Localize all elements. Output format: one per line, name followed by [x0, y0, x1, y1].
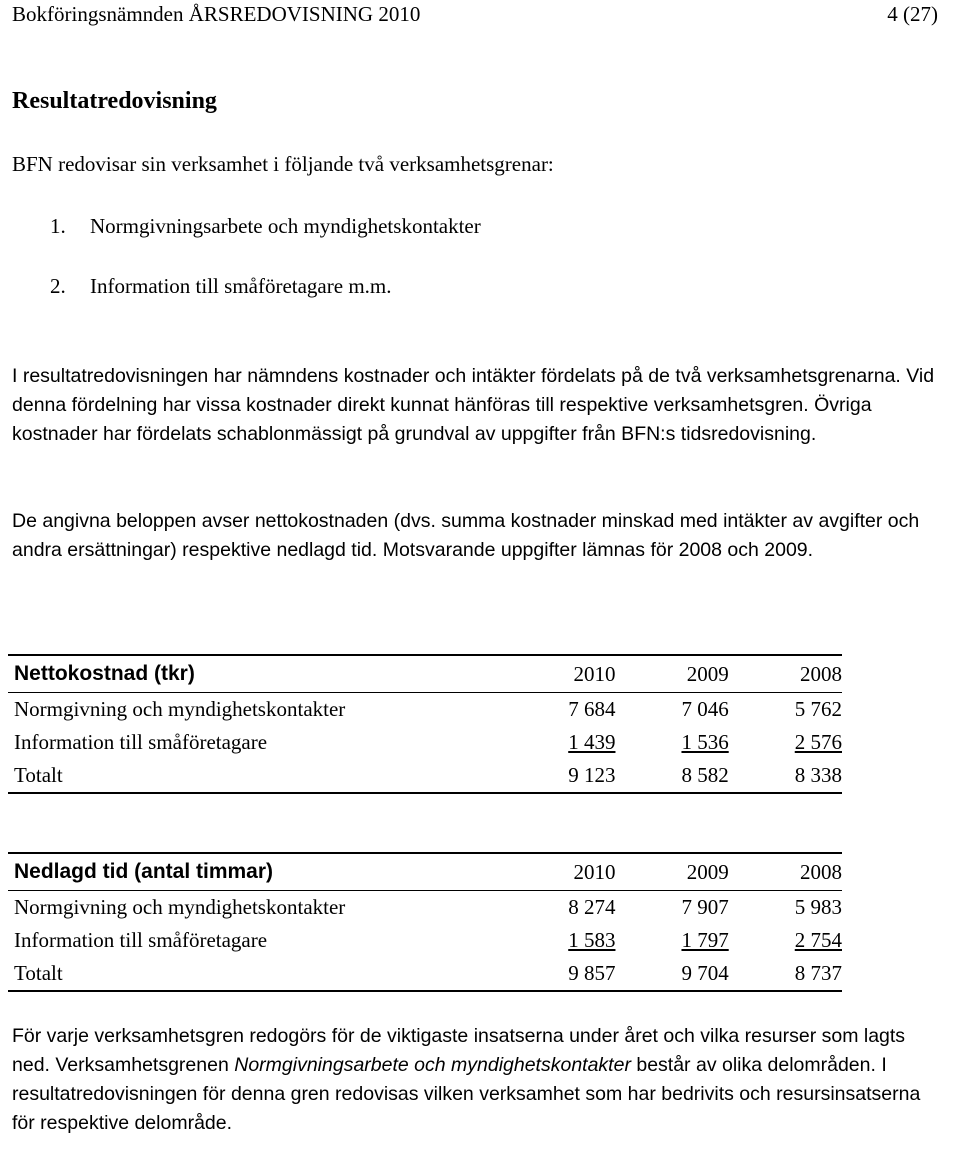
table-row	[8, 924, 842, 957]
row-label: Normgivning och myndighetskontakter	[14, 697, 346, 721]
cell-2008: 8 338	[729, 759, 842, 793]
table-row	[8, 693, 842, 727]
table-header-row	[8, 853, 842, 891]
list-item-number: 2.	[50, 274, 66, 298]
page-header	[12, 2, 938, 28]
section-heading: Resultatredovisning	[12, 88, 217, 114]
paragraph-amounts: De angivna beloppen avser nettokostnaden (dvs. summa kostnader minskad med intäkter av avgifter och andra ersättningar) respektive nedlagd tid. Motsvarande uppgifter lämnas för 2008 och 2009.	[12, 510, 920, 561]
paragraph-emphasis: Normgivningsarbete och myndighetskontakter	[234, 1054, 631, 1076]
column-header-2010: 2010	[502, 853, 615, 891]
column-header-2008: 2008	[729, 853, 842, 891]
paragraph-text: För varje verksamhetsgren redogörs för de viktigaste insatserna under året och vilka resurser som lagts ned. Verksamhetsgrenen	[12, 1025, 906, 1076]
list-item-number: 1.	[50, 214, 66, 238]
table-row-total	[8, 957, 842, 991]
cell-2010: 9 857	[502, 957, 615, 991]
list-item-label: Information till småföretagare m.m.	[90, 274, 392, 298]
cell-2008: 5 983	[794, 895, 842, 919]
row-label: Information till småföretagare	[14, 928, 268, 952]
document-title: Bokföringsnämnden ÅRSREDOVISNING 2010	[12, 2, 421, 26]
time-spent-table	[8, 852, 842, 992]
cell-2009: 8 582	[615, 759, 728, 793]
table-header-label: Nettokostnad (tkr)	[8, 655, 502, 693]
cell-2008: 2 576	[794, 730, 842, 754]
cell-2009: 1 797	[681, 928, 729, 952]
paragraph-text: består av olika delområden. I resultatredovisningen för denna gren redovisas vilken verksamhet som har bedrivits och resursinsatserna för respektive delområde.	[12, 1054, 921, 1134]
column-header-2009: 2009	[615, 655, 728, 693]
table-row	[8, 726, 842, 759]
cell-2010: 1 439	[568, 730, 616, 754]
cell-2008: 5 762	[794, 697, 842, 721]
intro-text: BFN redovisar sin verksamhet i följande två verksamhetsgrenar:	[12, 152, 554, 176]
column-header-2009: 2009	[615, 853, 728, 891]
table-header-row	[8, 655, 842, 693]
cell-2009: 9 704	[615, 957, 728, 991]
cell-2010: 1 583	[568, 928, 616, 952]
net-cost-table	[8, 654, 842, 794]
paragraph-branches	[12, 1022, 942, 1138]
column-header-2008: 2008	[729, 655, 842, 693]
list-item-label: Normgivningsarbete och myndighetskontakter	[90, 214, 481, 238]
cell-2008: 2 754	[794, 928, 842, 952]
cell-2008: 8 737	[729, 957, 842, 991]
column-header-2010: 2010	[502, 655, 615, 693]
list-item	[50, 214, 481, 239]
list-item	[50, 274, 392, 299]
table-header-label: Nedlagd tid (antal timmar)	[8, 853, 502, 891]
row-label: Normgivning och myndighetskontakter	[14, 895, 346, 919]
cell-2010: 8 274	[568, 895, 616, 919]
table-row	[8, 891, 842, 925]
row-label: Information till småföretagare	[14, 730, 268, 754]
row-label: Totalt	[8, 957, 502, 991]
page-number: 4 (27)	[887, 2, 938, 26]
cell-2009: 7 046	[681, 697, 729, 721]
table-row-total	[8, 759, 842, 793]
cell-2009: 7 907	[681, 895, 729, 919]
cell-2010: 7 684	[568, 697, 616, 721]
cell-2010: 9 123	[502, 759, 615, 793]
row-label: Totalt	[8, 759, 502, 793]
paragraph-allocation: I resultatredovisningen har nämndens kostnader och intäkter fördelats på de två verksamhetsgrenarna. Vid denna fördelning har vissa kostnader direkt kunnat hänföras till respektive verksamhetsgren. Övriga kostnader har fördelats schablonmässigt på grundval av uppgifter från BFN:s tidsredovisning.	[12, 365, 935, 445]
cell-2009: 1 536	[681, 730, 729, 754]
